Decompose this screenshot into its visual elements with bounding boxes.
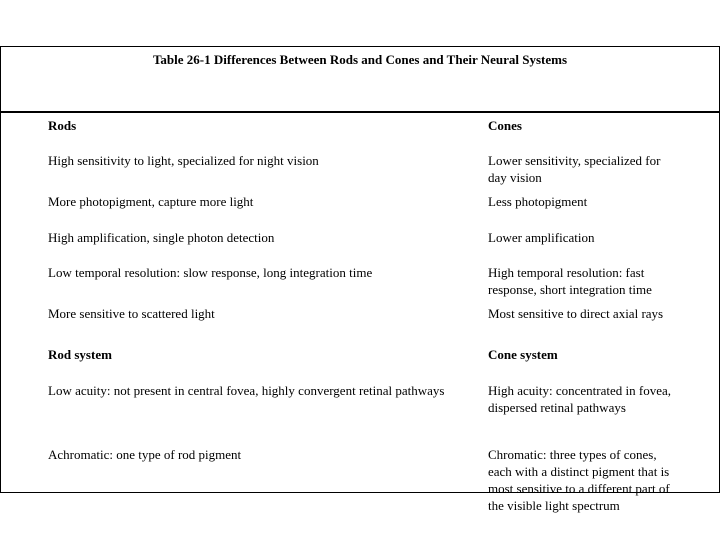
header-cones: Cones xyxy=(488,118,522,133)
table-row-cone-system: High acuity: concentrated in fovea, dispersed retinal pathways xyxy=(488,383,672,415)
table-row-cones: Lower amplification xyxy=(488,230,595,245)
table-row-cone-system: Chromatic: three types of cones, each with a distinct pigment that is most sensitive to a different part of the visible light spectrum xyxy=(488,447,670,513)
table-row-cones: Most sensitive to direct axial rays xyxy=(488,306,664,321)
table-row-rods: High sensitivity to light, specialized for night vision xyxy=(48,153,319,168)
table-row-cones: Lower sensitivity, specialized for day vision xyxy=(488,153,661,185)
table-row-rods: More photopigment, capture more light xyxy=(48,194,254,209)
table-row-rod-system: Low acuity: not present in central fovea, highly convergent retinal pathways xyxy=(48,383,445,398)
subheader-rod-system: Rod system xyxy=(48,347,112,362)
table-row-cones: Less photopigment xyxy=(488,194,588,209)
table-row-rod-system: Achromatic: one type of rod pigment xyxy=(48,447,242,462)
table-row-rods: More sensitive to scattered light xyxy=(48,306,215,321)
table-row-rods: Low temporal resolution: slow response, long integration time xyxy=(48,265,373,280)
subheader-cone-system: Cone system xyxy=(488,347,558,362)
table-row-cones: High temporal resolution: fast response, short integration time xyxy=(488,265,652,297)
table-caption: Table 26-1 Differences Between Rods and Cones and Their Neural Systems xyxy=(152,52,568,67)
header-rods: Rods xyxy=(48,118,77,133)
table-row-rods: High amplification, single photon detection xyxy=(48,230,275,245)
